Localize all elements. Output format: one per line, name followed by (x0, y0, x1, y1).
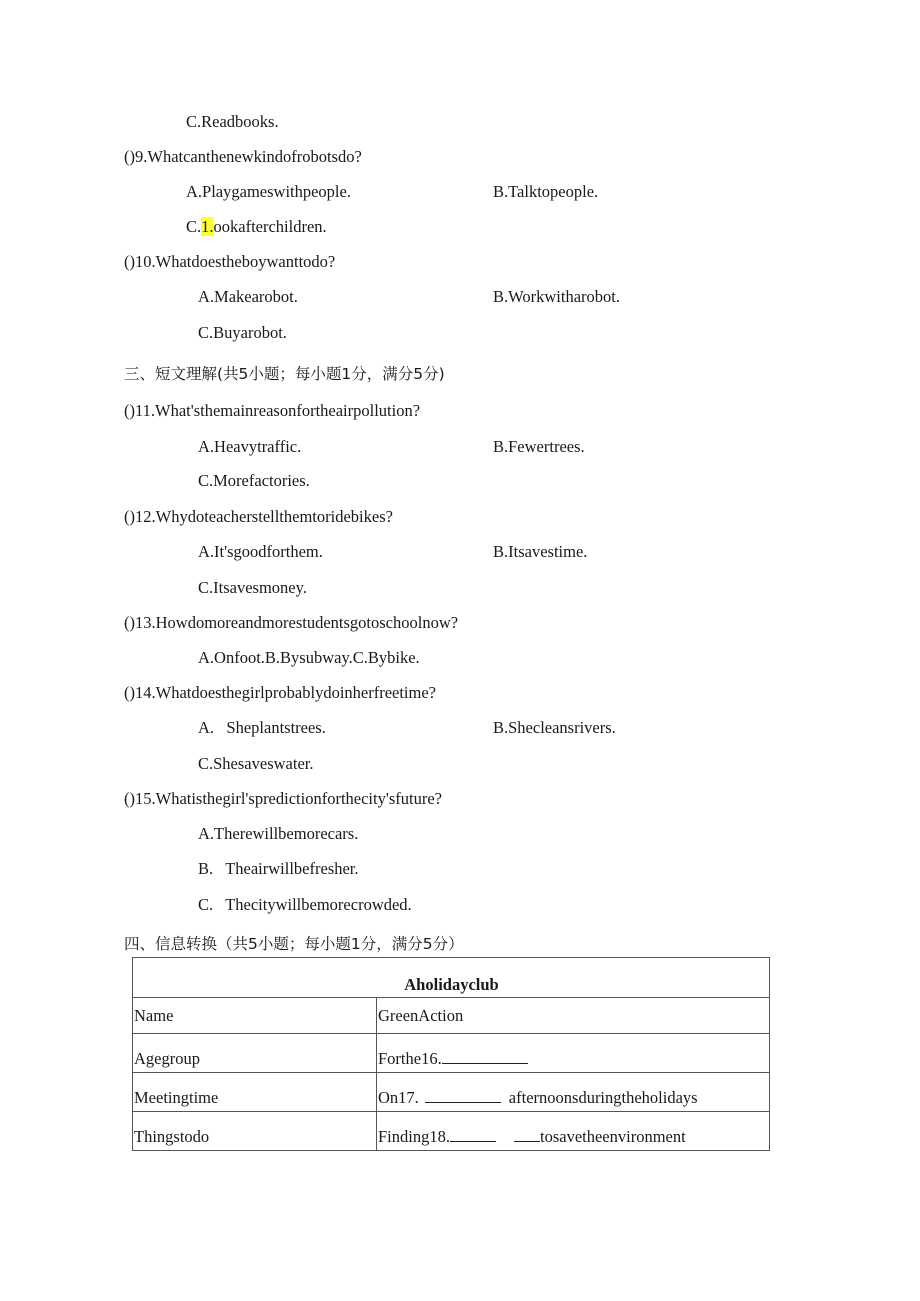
q9-option-c (186, 217, 327, 237)
q12-stem: ()12.Whydoteacherstellthemtoridebikes? (124, 507, 393, 526)
q15-option-a: A.Therewillbemorecars. (198, 824, 359, 843)
q11-option-c: C.Morefactories. (198, 471, 310, 490)
q11-option-a: A.Heavytraffic. (198, 437, 302, 456)
q12-option-c: C.Itsavesmoney. (198, 578, 307, 597)
table-row (133, 1073, 770, 1112)
row-value: On17. (378, 1088, 419, 1107)
q10-option-b: B.Workwitharobot. (493, 287, 620, 306)
q9-stem: ()9.Whatcanthenewkindofrobotsdo? (124, 147, 362, 166)
answer-blank-16[interactable] (442, 1051, 528, 1064)
q14-option-b: B.Shecleansrivers. (493, 718, 616, 737)
row-value-after: afternoonsduringtheholidays (508, 1088, 698, 1107)
q9-option-b: B.Talktopeople. (493, 182, 599, 201)
row-label: Thingstodo (133, 1112, 377, 1151)
q13-options: A.Onfoot.B.Bysubway.C.Bybike. (198, 648, 420, 667)
row-value: Finding18. (378, 1127, 450, 1146)
q9-option-c-rest: ookafterchildren. (213, 217, 327, 236)
q12-option-a: A.It'sgoodforthem. (198, 542, 323, 561)
row-value-cell (377, 1073, 770, 1112)
q10-stem: ()10.Whatdoestheboywanttodo? (124, 252, 336, 271)
q14-option-a: A. Sheplantstrees. (198, 718, 326, 737)
answer-blank-17[interactable] (425, 1090, 501, 1103)
q9-option-a: A.Playgameswithpeople. (186, 182, 351, 201)
section-3-heading: 三、短文理解(共5小题；每小题1分，满分5分) (124, 365, 445, 383)
row-value: Forthe16. (378, 1049, 442, 1068)
row-label: Agegroup (133, 1034, 377, 1073)
q13-stem: ()13.Howdomoreandmorestudentsgotoschoolnow? (124, 613, 459, 632)
table-row (133, 1034, 770, 1073)
table-title: Aholidayclub (133, 958, 770, 998)
q15-stem: ()15.Whatisthegirl'spredictionforthecity'sfuture? (124, 789, 442, 808)
table-row (133, 1112, 770, 1151)
table-row (133, 998, 770, 1034)
highlighted-text: 1. (201, 217, 214, 236)
q14-stem: ()14.Whatdoesthegirlprobablydoinherfreetime? (124, 683, 437, 702)
q14-option-c: C.Shesaveswater. (198, 754, 314, 773)
row-value: GreenAction (377, 998, 770, 1034)
row-value-cell (377, 1034, 770, 1073)
section-4-heading: 四、信息转换（共5小题；每小题1分，满分5分） (124, 935, 464, 953)
q15-option-b: B. Theairwillbefresher. (198, 859, 359, 878)
q8-option-c: C.Readbooks. (186, 112, 279, 131)
q10-option-a: A.Makearobot. (198, 287, 298, 306)
row-label: Meetingtime (133, 1073, 377, 1112)
holiday-club-table (132, 957, 770, 1151)
q12-option-b: B.Itsavestime. (493, 542, 588, 561)
q15-option-c: C. Thecitywillbemorecrowded. (198, 895, 412, 914)
q11-stem: ()11.What'sthemainreasonfortheairpollution? (124, 401, 421, 420)
answer-blank-18b[interactable] (514, 1129, 540, 1142)
row-value-after: tosavetheenvironment (539, 1127, 686, 1146)
q11-option-b: B.Fewertrees. (493, 437, 585, 456)
row-value-cell (377, 1112, 770, 1151)
q10-option-c: C.Buyarobot. (198, 323, 287, 342)
answer-blank-18a[interactable] (450, 1129, 496, 1142)
row-label: Name (133, 998, 377, 1034)
q9-option-c-prefix: C. (186, 217, 202, 236)
